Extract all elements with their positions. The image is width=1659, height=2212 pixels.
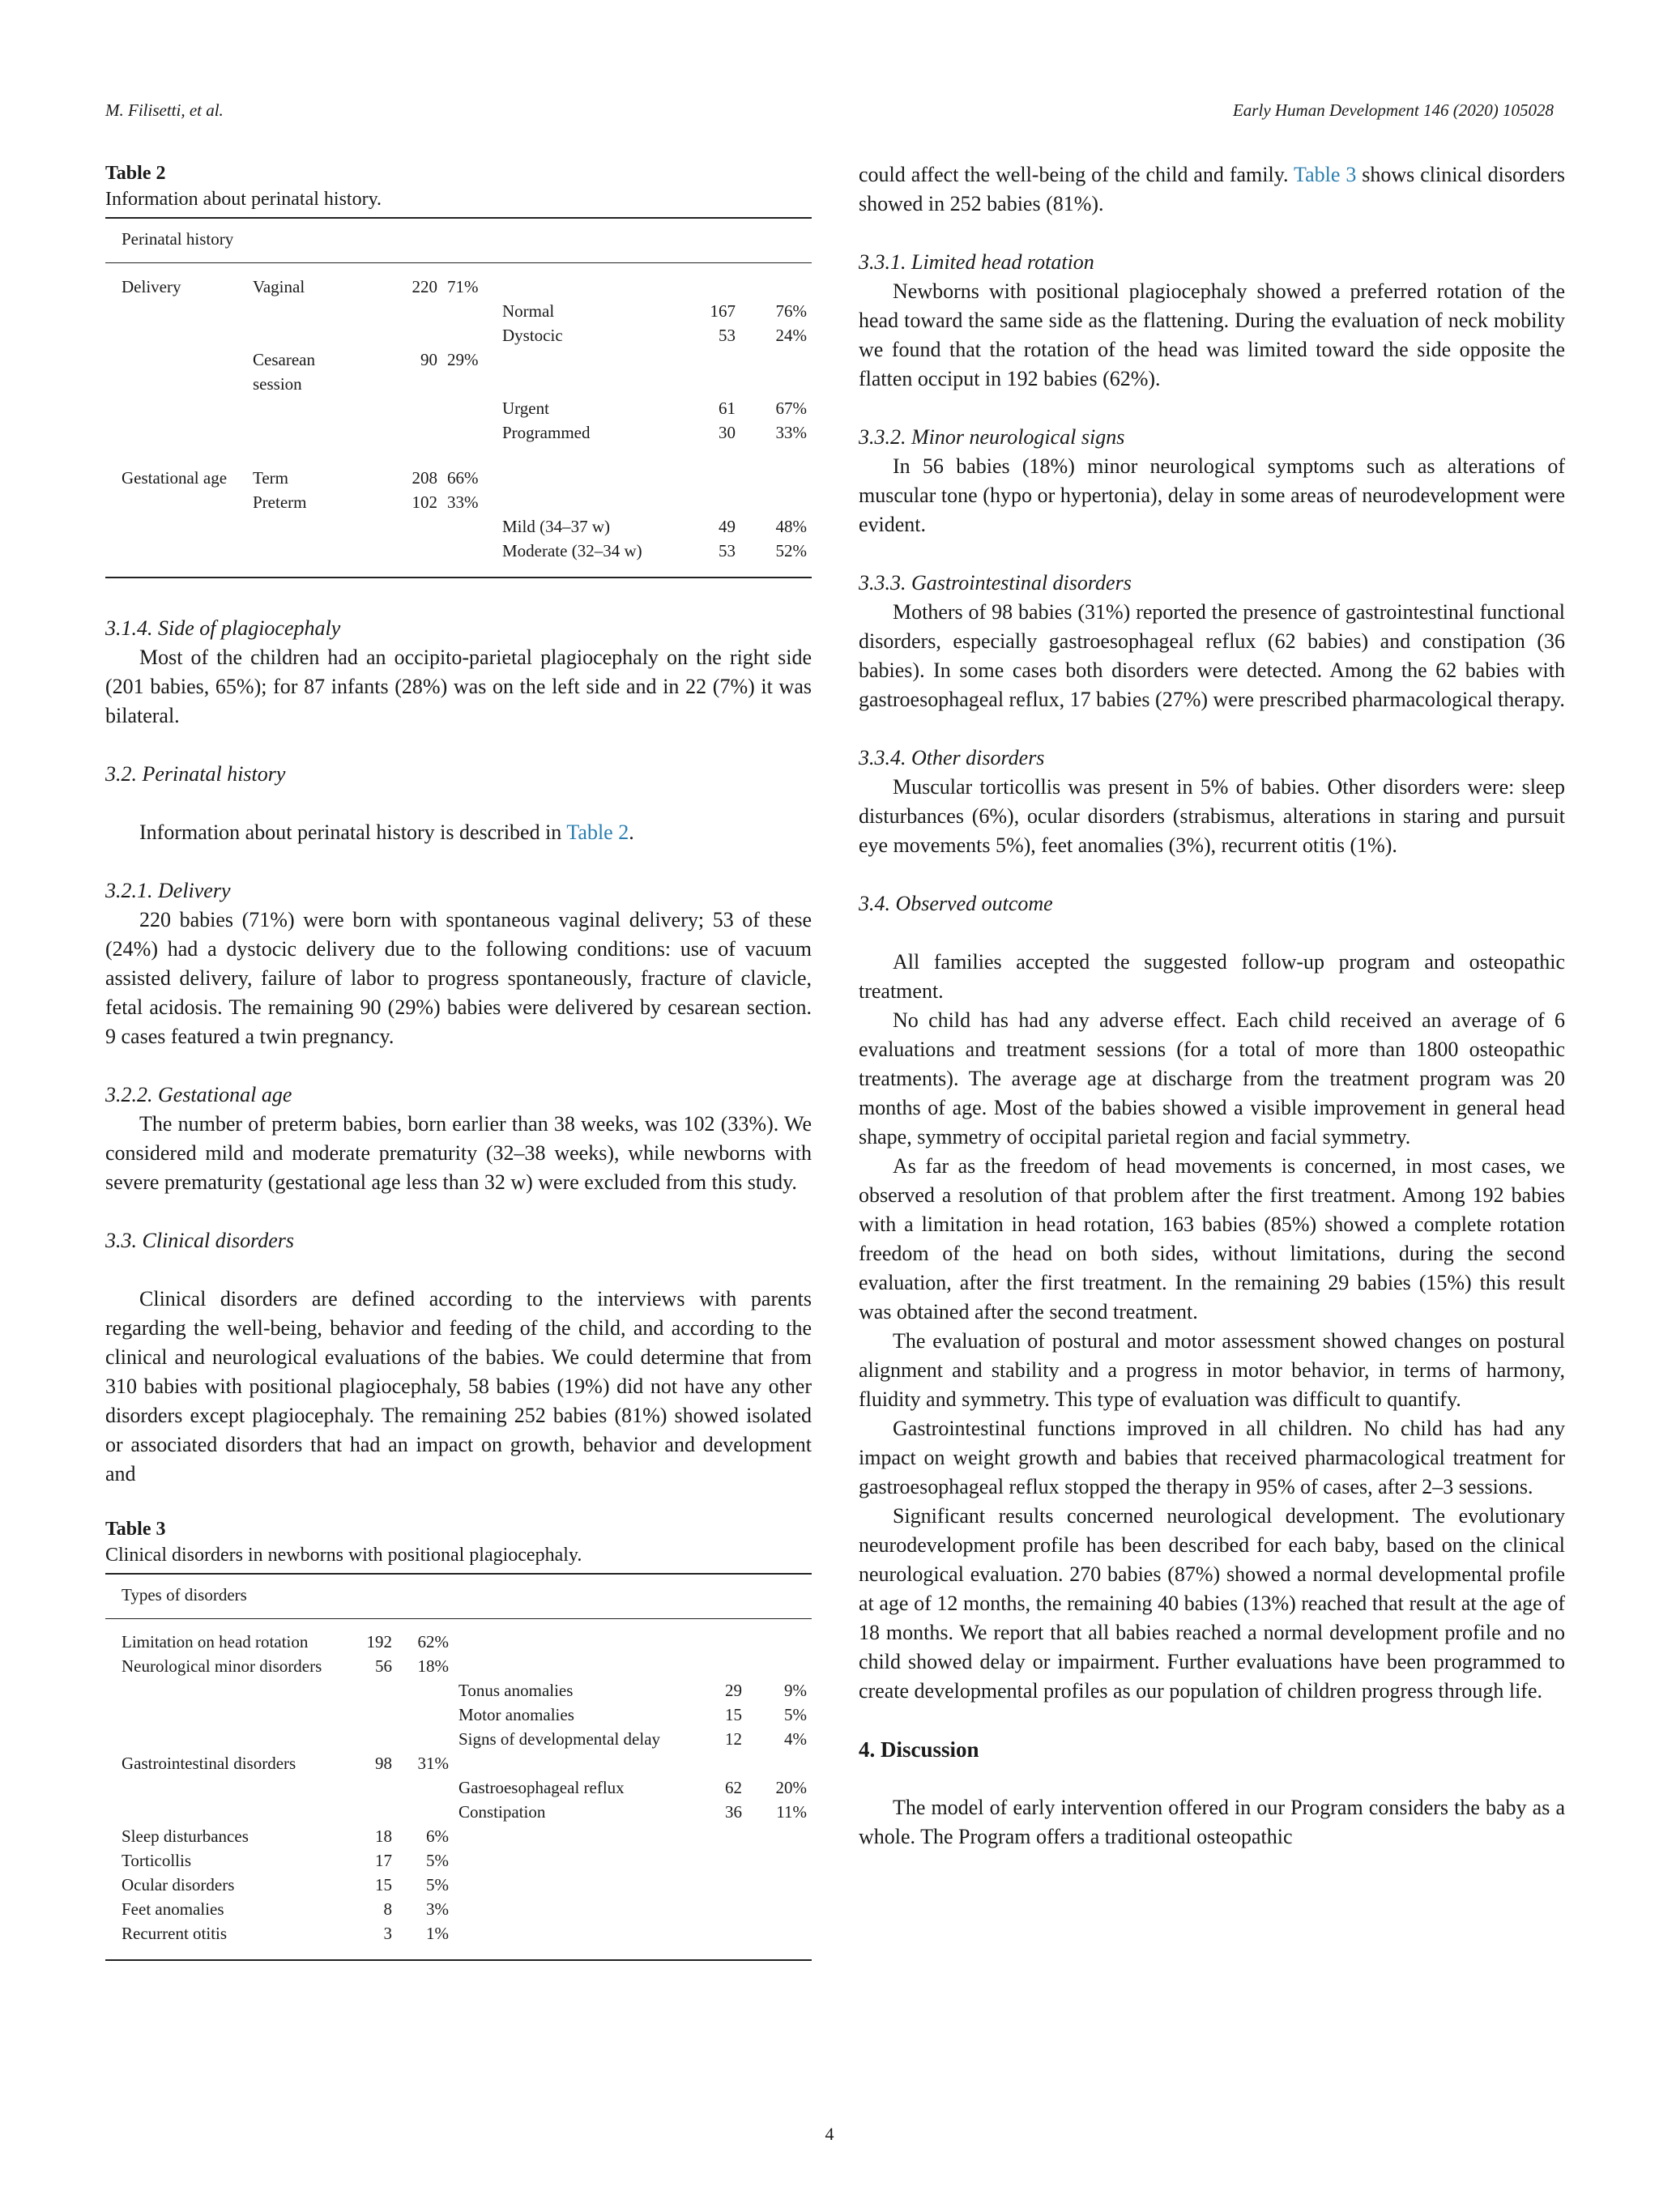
- table3: [105, 1573, 812, 1962]
- section-3-3-2-text: In 56 babies (18%) minor neurological symptoms such as alterations of muscular tone (hypo or hypertonia), delay in some areas of neurodevelopment were evident.: [859, 454, 1565, 536]
- section-4-title: 4. Discussion: [859, 1737, 979, 1762]
- table-row: Motor anomalies 15 5%: [458, 1705, 807, 1724]
- table3-caption: Clinical disorders in newborns with positional plagiocephaly.: [105, 1544, 582, 1566]
- table-row: Ocular disorders 15 5%: [122, 1875, 449, 1894]
- table-row: Cesarean session 90 29%: [253, 349, 479, 394]
- section-3-2-text: Information about perinatal history is described in Table 2.: [139, 820, 634, 844]
- table2: [105, 217, 812, 578]
- section-3-2-1-text: 220 babies (71%) were born with spontaneous vaginal delivery; 53 of these (24%) had a dystocic delivery due to the following conditions: use of vacuum assisted delivery, failure of labor to progress spontaneously, fracture of clavicle, fetal acidosis. The remaining 90 (29%) babies were delivered by cesarean section. 9 cases featured a twin pregnancy.: [105, 907, 812, 1048]
- table-row: Gastrointestinal disorders 98 31%: [122, 1754, 449, 1773]
- table-row: Mild (34–37 w) 49 48%: [502, 516, 807, 536]
- running-header-authors: M. Filisetti, et al.: [105, 100, 224, 120]
- table-row: Gastroesophageal reflux 62 20%: [458, 1778, 807, 1797]
- table-row: Programmed 30 33%: [502, 422, 807, 442]
- section-3-2-2-title: 3.2.2. Gestational age: [105, 1082, 292, 1106]
- table-row: Limitation on head rotation 192 62%: [122, 1632, 449, 1652]
- page-number: 4: [825, 2124, 834, 2144]
- section-3-4-text-5: Gastrointestinal functions improved in all children. No child has had any impact on weight growth and babies that received pharmacological treatment for gastroesophageal reflux stopped the therapy in 95% of cases, after 2–3 sessions.: [859, 1417, 1565, 1498]
- table-row: Dystocic 53 24%: [502, 325, 807, 345]
- table-row: Signs of developmental delay 12 4%: [458, 1729, 807, 1749]
- section-3-3-4-title: 3.3.4. Other disorders: [859, 746, 1045, 769]
- section-3-1-4-text: Most of the children had an occipito-parietal plagiocephaly on the right side (201 babies, 65%); for 87 infants (28%) was on the left side and in 22 (7%) it was bilateral.: [105, 645, 812, 727]
- table-row: Delivery Vaginal 220 71%: [122, 276, 479, 296]
- table3-link[interactable]: Table 3: [1294, 163, 1357, 186]
- table-row: Recurrent otitis 3 1%: [122, 1924, 449, 1943]
- table2-header: Perinatal history: [122, 229, 234, 249]
- right-column: [859, 160, 1565, 1852]
- left-column: [105, 160, 812, 1961]
- section-3-4-text-1: All families accepted the suggested follow-up program and osteopathic treatment.: [859, 950, 1565, 1003]
- section-3-4-text-3: As far as the freedom of head movements is concerned, in most cases, we observed a resolution of that problem after the first treatment. Among 192 babies with a limitation in head rotation, 163 babies (85%) showed a complete rotation freedom of the head on both sides, without limitations, during the second evaluation, after the first treatment. In the remaining 29 babies (15%) this result was obtained after the second treatment.: [859, 1154, 1565, 1323]
- table-row: Tonus anomalies 29 9%: [458, 1681, 807, 1700]
- continued-paragraph: could affect the well-being of the child and family. Table 3 shows clinical disorders showed in 252 babies (81%).: [859, 163, 1565, 215]
- section-3-4-text-2: No child has had any adverse effect. Each child received an average of 6 evaluations and treatment sessions (for a total of more than 1800 osteopathic treatments). The average age at discharge from the treatment program was 20 months of age. Most of the babies showed a visible improvement in general head shape, symmetry of occipital parietal region and facial symmetry.: [859, 1008, 1565, 1149]
- section-4-text: The model of early intervention offered in our Program considers the baby as a whole. The Program offers a traditional osteopathic: [859, 1796, 1565, 1848]
- table-row: Urgent 61 67%: [502, 398, 807, 418]
- table2-caption: Information about perinatal history.: [105, 189, 382, 210]
- section-3-3-1-title: 3.3.1. Limited head rotation: [859, 250, 1094, 274]
- table-row: Moderate (32–34 w) 53 52%: [502, 540, 807, 560]
- section-3-3-3-text: Mothers of 98 babies (31%) reported the presence of gastrointestinal functional disorders, especially gastroesophageal reflux (62 babies) and constipation (36 babies). In some cases both disorders were detected. Among the 62 babies with gastroesophageal reflux, 17 babies (27%) were prescribed pharmacological therapy.: [859, 600, 1565, 711]
- table-row: Neurological minor disorders 56 18%: [122, 1656, 449, 1676]
- section-3-3-3-title: 3.3.3. Gastrointestinal disorders: [859, 571, 1132, 595]
- section-3-3-text: Clinical disorders are defined according to the interviews with parents regarding the well-being, behavior and feeding of the child, and according to the clinical and neurological evaluations of the babies. We could determine that from 310 babies with positional plagiocephaly, 58 babies (19%) did not have any other disorders except plagiocephaly. The remaining 252 babies (81%) showed isolated or associated disorders that had an impact on growth, behavior and development and: [105, 1286, 812, 1485]
- section-3-3-1-text: Newborns with positional plagiocephaly showed a preferred rotation of the head toward the same side as the flattening. During the evaluation of neck mobility we found that the rotation of the head was limited toward the side opposite the flatten occiput in 192 babies (62%).: [859, 279, 1565, 390]
- section-3-3-4-text: Muscular torticollis was present in 5% of babies. Other disorders were: sleep disturbances (6%), ocular disorders (strabismus, alterations in staring and pursuit eye movements 5%), feet anomalies (3%), recurrent otitis (1%).: [859, 775, 1565, 857]
- section-3-1-4-title: 3.1.4. Side of plagiocephaly: [105, 616, 341, 640]
- table-row: Normal 167 76%: [502, 300, 807, 321]
- table2-link[interactable]: Table 2: [566, 820, 629, 844]
- table-row: Preterm 102 33%: [253, 492, 479, 512]
- table3-header: Types of disorders: [122, 1584, 247, 1605]
- table-row: Constipation 36 11%: [458, 1802, 807, 1822]
- section-3-2-2-text: The number of preterm babies, born earlier than 38 weeks, was 102 (33%). We considered mild and moderate prematurity (32–38 weeks), while newborns with severe prematurity (gestational age less than 32 w) were excluded from this study.: [105, 1111, 812, 1194]
- section-3-3-2-title: 3.3.2. Minor neurological signs: [859, 425, 1125, 449]
- table3-label: Table 3: [105, 1518, 166, 1540]
- table-row: Feet anomalies 8 3%: [122, 1899, 449, 1919]
- running-header-journal: Early Human Development 146 (2020) 105028: [1232, 100, 1554, 120]
- table-row: Gestational age Term 208 66%: [122, 467, 479, 488]
- section-3-2-1-title: 3.2.1. Delivery: [105, 878, 231, 902]
- section-3-4-text-6: Significant results concerned neurological development. The evolutionary neurodevelopment profile has been described for each baby, based on the clinical neurological evaluation. 270 babies (87%) showed a normal developmental profile at age of 12 months, the remaining 40 babies (13%) reached that result at the age of 18 months. We report that all babies reached a normal development profile and no child showed delay or impairment. Further evaluations have been programmed to create developmental profiles as our population of children progress through life.: [859, 1504, 1565, 1703]
- table2-label: Table 2: [105, 163, 166, 184]
- section-3-4-title: 3.4. Observed outcome: [859, 892, 1053, 915]
- table-row: Sleep disturbances 18 6%: [122, 1826, 449, 1846]
- section-3-2-title: 3.2. Perinatal history: [105, 761, 286, 786]
- section-3-3-title: 3.3. Clinical disorders: [105, 1228, 295, 1252]
- table-row: Torticollis 17 5%: [122, 1851, 449, 1870]
- section-3-4-text-4: The evaluation of postural and motor assessment showed changes on postural alignment and stability and a progress in motor behavior, in terms of harmony, fluidity and symmetry. This type of evaluation was difficult to quantify.: [859, 1329, 1565, 1411]
